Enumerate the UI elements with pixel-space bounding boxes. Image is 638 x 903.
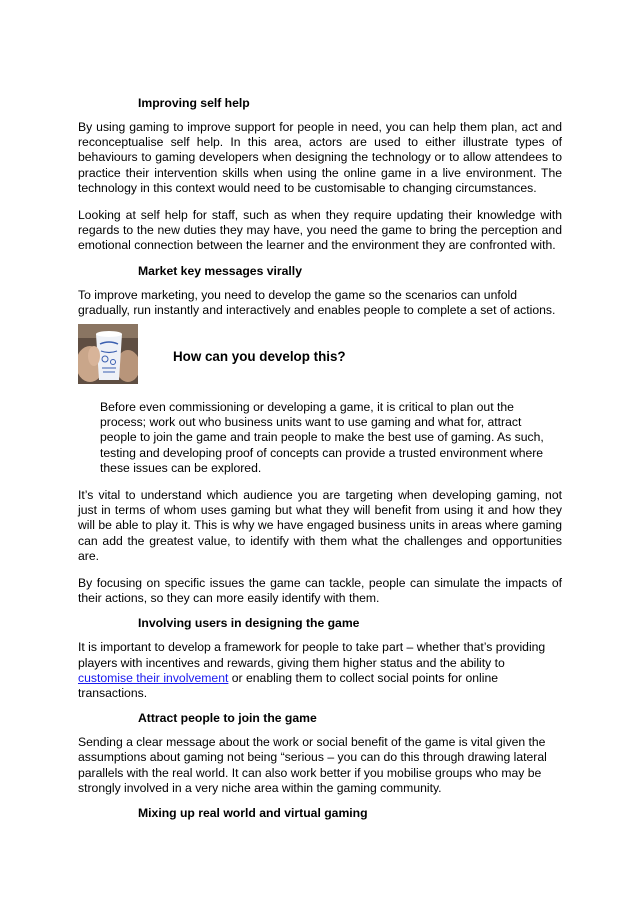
paragraph-involving bbox=[78, 640, 562, 701]
paragraph-self-help-2: Looking at self help for staff, such as when they require updating their knowledge with regards to the new duties they may have, you need the game to bring the perception and emotional connection between the learner and the environment they are confronted with. bbox=[78, 208, 562, 253]
customise-involvement-link[interactable]: customise their involvement bbox=[78, 670, 229, 685]
heading-market-key-messages: Market key messages virally bbox=[138, 263, 302, 278]
heading-involving-users: Involving users in designing the game bbox=[138, 616, 360, 631]
involving-text-after: or enabling them to collect social points for online transactions. bbox=[78, 670, 499, 701]
paragraph-attract: Sending a clear message about the work or social benefit of the game is vital given the assumptions about gaming not being “serious – you can do this through drawing lateral parallels with the real world. It can also work better if you mobilise groups who may be strongly involved in a very niche area within the gaming community. bbox=[78, 735, 547, 795]
paragraph-develop-1: It’s vital to understand which audience you are targeting when developing gaming, not just in terms of whom uses gaming but what they will benefit from using it and how they will be able to play it. This is why we have engaged business units in areas where gaming can add the greatest value, to identify with them what the challenges and opportunities are. bbox=[78, 488, 562, 563]
paragraph-develop-intro: Before even commissioning or developing a game, it is critical to plan out the process; work out who business units want to use gaming and what for, attract people to join the game and train people to make the best use of gaming. As such, testing and developing proof of concepts can provide a trusted environment where these issues can be explored. bbox=[100, 400, 544, 475]
paragraph-develop-2: By focusing on specific issues the game can tackle, people can simulate the impacts of their actions, so they can more easily identify with them. bbox=[78, 576, 562, 606]
paragraph-market: To improve marketing, you need to develop the game so the scenarios can unfold gradually, run instantly and interactively and enables people to complete a set of actions. bbox=[78, 287, 556, 317]
heading-how-can-you-develop: How can you develop this? bbox=[173, 349, 346, 365]
cup-photo bbox=[78, 324, 138, 384]
involving-text-before: It is important to develop a framework for people to take part – whether that’s providing players with incentives and rewards, giving them higher status and the ability to bbox=[78, 640, 546, 670]
paragraph-self-help-1: By using gaming to improve support for people in need, you can help them plan, act and reconceptualise self help. In this area, actors are used to either illustrate types of behaviours to gaming developers when designing the technology or to allow attendees to practice their intervention skills when using the online game in a live environment. The technology in this context would need to be customisable to changing circumstances. bbox=[78, 120, 562, 195]
heading-improving-self-help: Improving self help bbox=[138, 96, 250, 110]
heading-attract-people: Attract people to join the game bbox=[138, 711, 317, 726]
cup-photo-image bbox=[78, 324, 138, 384]
heading-mixing-up: Mixing up real world and virtual gaming bbox=[138, 806, 368, 821]
document-page bbox=[78, 95, 562, 821]
develop-feature bbox=[78, 324, 562, 386]
